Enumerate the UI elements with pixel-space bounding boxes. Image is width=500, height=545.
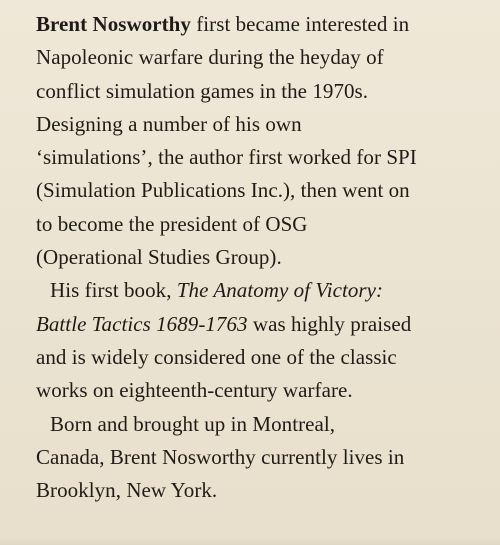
book-title: Battle Tactics 1689-1763 — [36, 311, 248, 336]
bio-line: works on eighteenth-century warfare. — [36, 378, 353, 403]
bio-text: His first book, — [50, 278, 177, 303]
bio-paragraph-book — [36, 274, 490, 407]
bio-line: ‘simulations’, the author first worked for SPI — [36, 145, 417, 170]
bio-text: first became interested in — [190, 12, 410, 36]
bio-line: Designing a number of his own — [36, 111, 302, 136]
bio-paragraph-residence — [36, 408, 490, 508]
bio-line: conflict simulation games in the 1970s. — [36, 78, 369, 103]
bio-line: (Simulation Publications Inc.), then went on — [36, 178, 410, 203]
bio-line: Napoleonic warfare during the heyday of — [36, 45, 384, 70]
bio-line — [36, 8, 490, 41]
bio-text: was highly praised — [247, 311, 412, 336]
page-bottom-edge — [0, 537, 500, 545]
author-name: Brent Nosworthy — [36, 12, 191, 36]
bio-paragraph-career — [36, 8, 490, 274]
bio-line: Brooklyn, New York. — [36, 478, 218, 503]
bio-line: to become the president of OSG — [36, 211, 308, 236]
bio-line — [36, 274, 490, 307]
book-title: The Anatomy of Victory: — [176, 278, 384, 303]
bio-line: (Operational Studies Group). — [36, 245, 282, 270]
bio-line: Canada, Brent Nosworthy currently lives in — [36, 444, 405, 469]
bio-line — [36, 308, 490, 341]
bio-line: and is widely considered one of the classic — [36, 344, 397, 369]
bio-line: Born and brought up in Montreal, — [50, 411, 336, 436]
